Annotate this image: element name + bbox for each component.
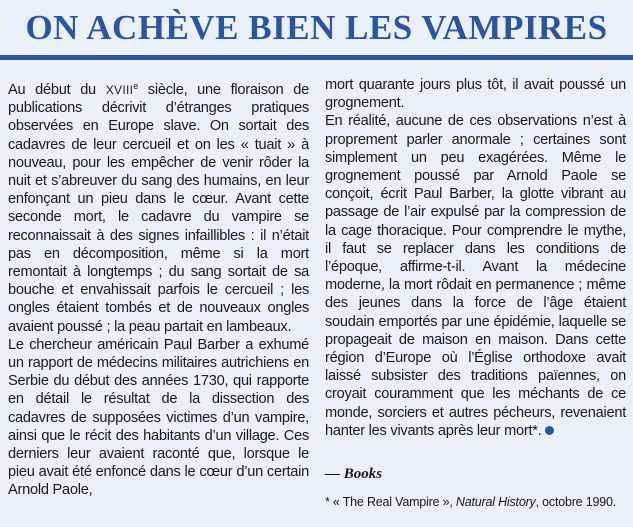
article-title: ON ACHÈVE BIEN LES VAMPIRES bbox=[25, 8, 608, 47]
paragraph-1-rest: siècle, une floraison de publications décrivit d’étranges pratiques observées en Europe slave. On sortait des cadavres de leur cercueil et on les « tuait » à nouveau, pour les empêcher de venir rôder la nuit et s’abreuver du sang des humains, en leur enfonçant un pieu dans le cœur. Avant cette seconde mort, le cadavre du vampire se reconnaissait à des signes infaillibles : il n’était pas en décomposition, même si la mort remontait à longtemps ; du sang sortait de sa bouche et envahissait parfois le cercueil ; les ongles étaient tombés et de nouveaux ongles avaient poussé ; la peau partait en lambeaux. bbox=[8, 82, 309, 335]
right-column bbox=[325, 76, 626, 440]
left-column bbox=[8, 77, 309, 500]
footnote bbox=[325, 495, 625, 509]
footnote-journal: Natural History bbox=[455, 495, 536, 509]
paragraph-2: Le chercheur américain Paul Barber a exhumé un rapport de médecins militaires autrichiens en Serbie du début des années 1730, qui rapporte en détail le résultat de la dissection des cadavres de supposées victimes d’un vampire, ainsi que le récit des habitants d’un village. Ces derniers leur avaient raconté que, lorsque le pieu avait été enfoncé dans le cœur d’un certain Arnold Paole, bbox=[8, 336, 309, 499]
paragraph-3 bbox=[325, 112, 626, 440]
century-superscript: e bbox=[133, 81, 138, 91]
paragraph-1-start: Au début du bbox=[8, 82, 106, 98]
title-rule bbox=[0, 55, 633, 60]
footnote-prefix: * « The Real Vampire », bbox=[325, 495, 456, 509]
century-numeral: XVIII bbox=[105, 83, 134, 97]
paragraph-3-text: En réalité, aucune de ces observations n’est à proprement parler anormale ; certaines sont simplement un peu exagérées. Même le grognement poussé par Arnold Paole se conçoit, écrit Paul Barber, la glotte vibrant au passage de l’air expulsé par la compression de la cage thoracique. Pour comprendre le mythe, il faut se replacer dans les conditions de l’époque, affirme-t-il. Avant la médecine moderne, la mort rôdait en permanence ; même des jeunes dans la force de l’âge étaient soudain emportés par une épidémie, laquelle se propageait de maison en maison. Dans cette région d’Europe où l’Église orthodoxe avait laissé subsister des traditions païennes, on croyait couramment que les méchants de ce monde, sorciers et autres pécheurs, revenaient hanter les vivants après leur mort*. bbox=[325, 113, 626, 439]
footnote-suffix: , octobre 1990. bbox=[535, 495, 616, 509]
source-credit: — Books bbox=[325, 466, 383, 482]
paragraph-1 bbox=[8, 77, 309, 336]
end-mark-icon bbox=[545, 426, 554, 435]
paragraph-2-continued: mort quarante jours plus tôt, il avait poussé un grognement. bbox=[325, 77, 626, 112]
